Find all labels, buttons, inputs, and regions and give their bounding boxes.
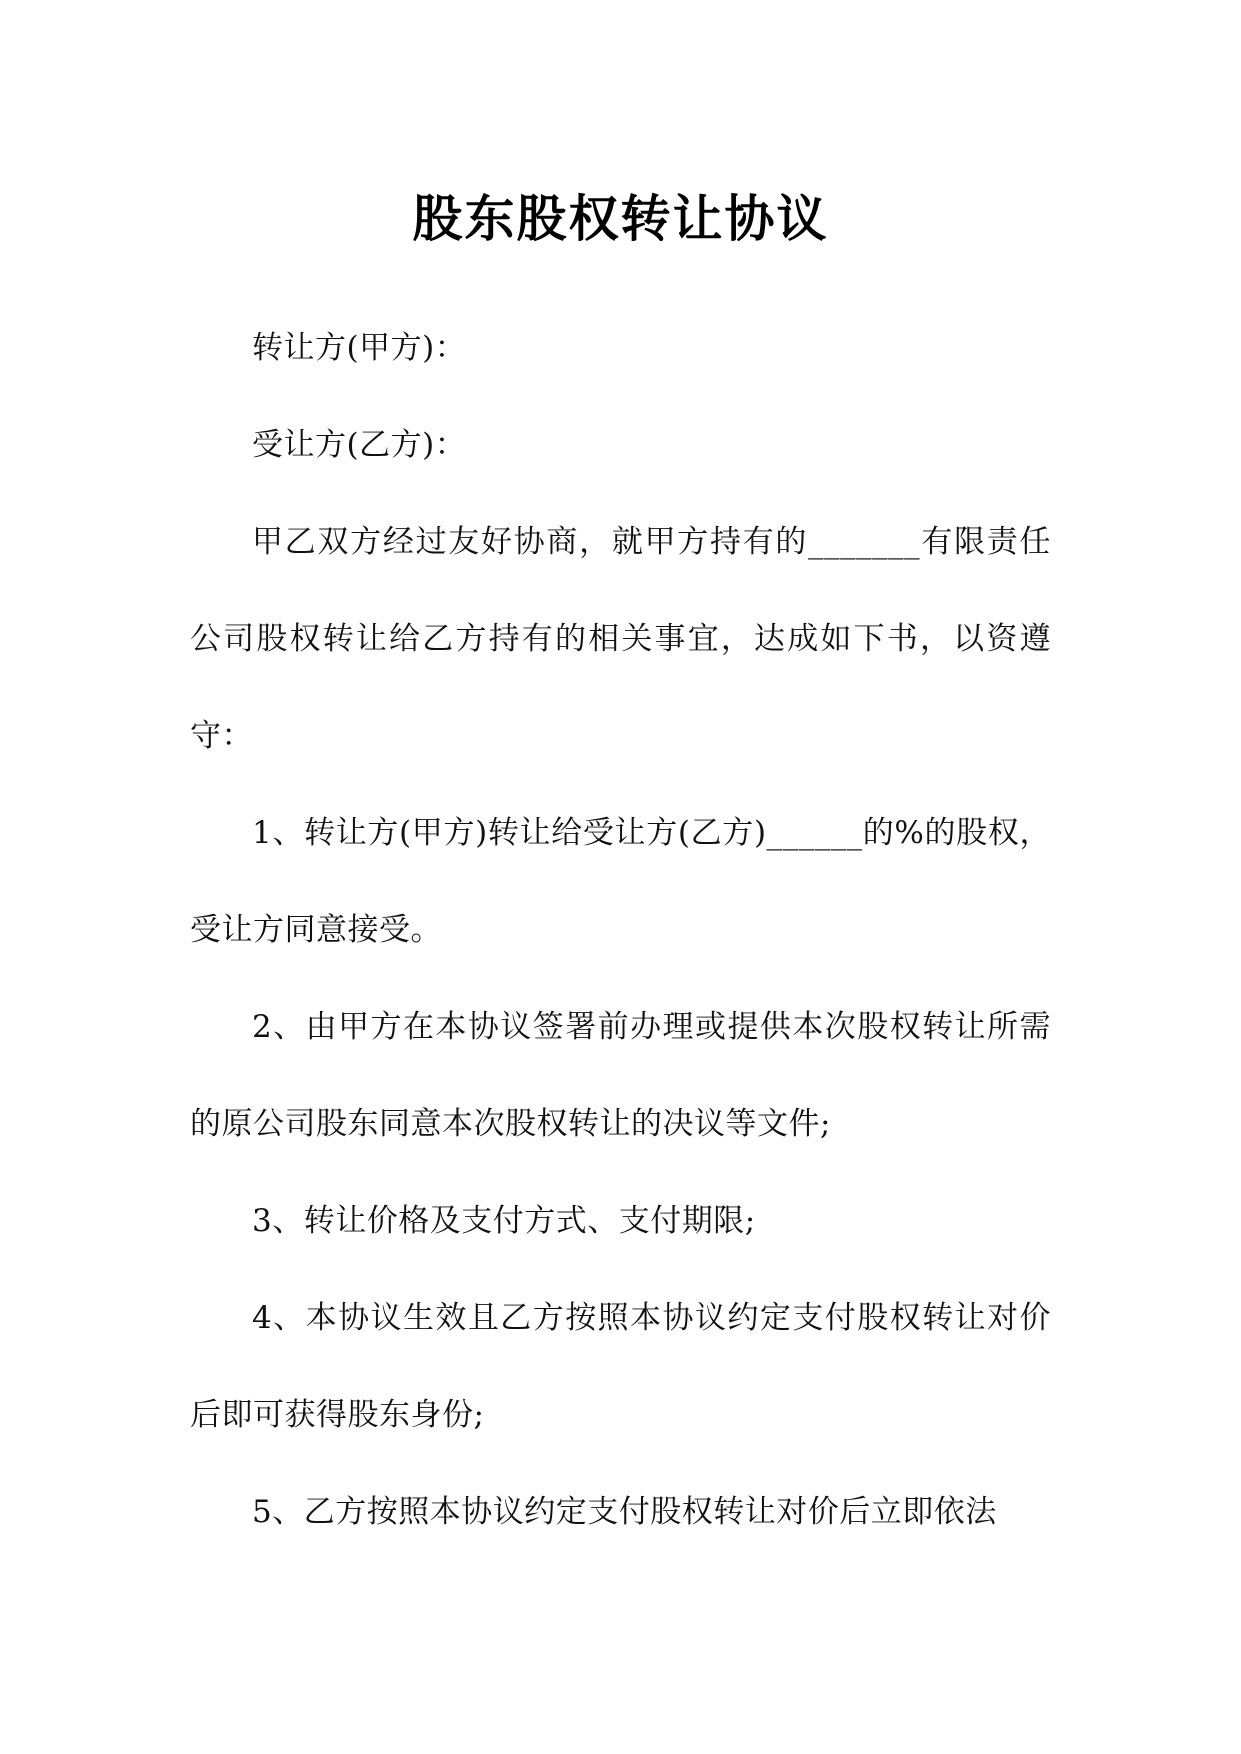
preamble-paragraph: 甲乙双方经过友好协商，就甲方持有的_______有限责任公司股权转让给乙方持有的相关事宜，达成如下书，以资遵守：	[190, 524, 1051, 754]
document-body	[190, 300, 1051, 1561]
clause-3: 3、转让价格及支付方式、支付期限;	[252, 1203, 756, 1239]
transferor-line: 转让方(甲方)：	[252, 330, 467, 366]
document-title: 股东股权转让协议	[412, 189, 829, 248]
clause-1: 1、转让方(甲方)转让给受让方(乙方)______的%的股权，受让方同意接受。	[190, 815, 1051, 948]
transferee-line: 受让方(乙方)：	[252, 427, 467, 463]
clause-5: 5、乙方按照本协议约定支付股权转让对价后立即依法	[252, 1494, 997, 1530]
clause-4: 4、本协议生效且乙方按照本协议约定支付股权转让对价后即可获得股东身份;	[190, 1300, 1051, 1433]
clause-2: 2、由甲方在本协议签署前办理或提供本次股权转让所需的原公司股东同意本次股权转让的决议等文件;	[190, 1009, 1051, 1142]
